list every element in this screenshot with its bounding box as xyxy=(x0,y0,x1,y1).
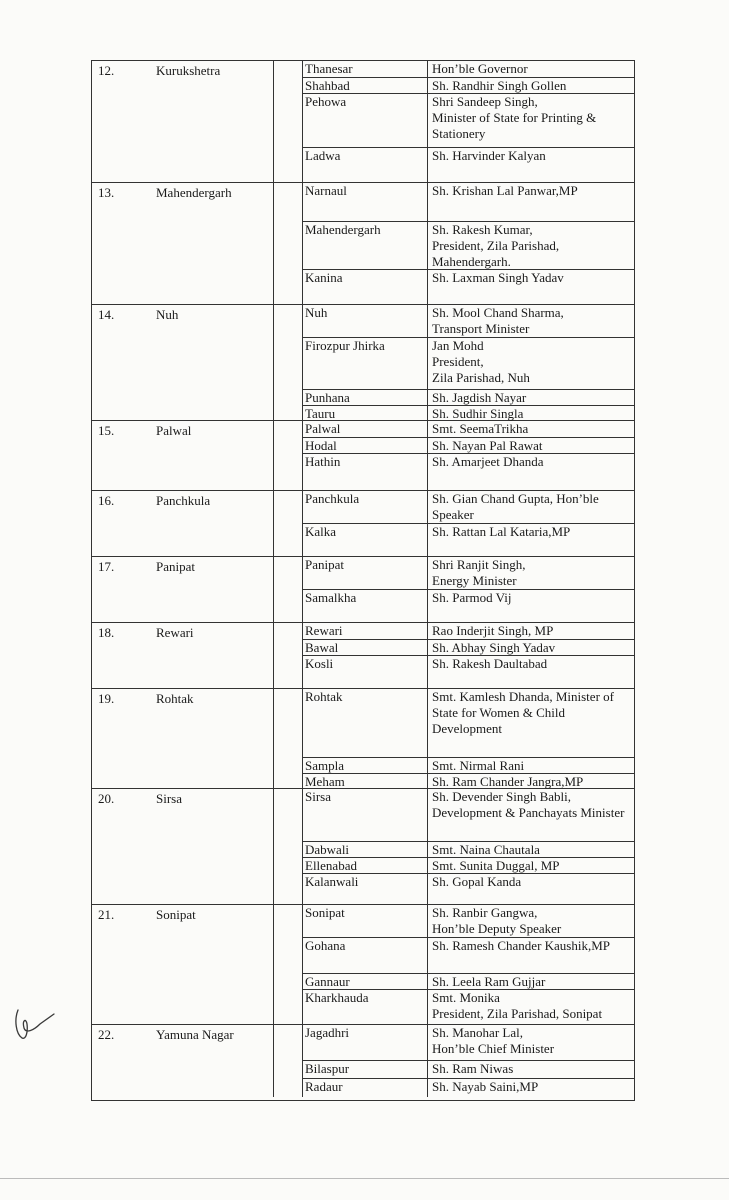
constituency-name: Punhana xyxy=(305,390,350,405)
district-row xyxy=(92,305,634,421)
chief-guest: Sh. Randhir Singh Gollen xyxy=(432,78,567,93)
constituency-row xyxy=(302,841,634,858)
constituency-row xyxy=(302,453,634,492)
constituency-name: Ladwa xyxy=(305,148,341,163)
constituency-row xyxy=(302,873,634,906)
chief-guest: Sh. Rakesh Kumar, President, Zila Parishad, Mahendergarh. xyxy=(432,222,560,269)
column-divider xyxy=(273,305,274,420)
district-table xyxy=(91,60,635,1101)
constituency-name: Hodal xyxy=(305,438,337,453)
handwritten-initial-mark xyxy=(10,1000,60,1045)
chief-guest: Sh. Devender Singh Babli, Development & Panchayats Minister xyxy=(432,789,625,820)
chief-guest: Sh. Nayab Saini,MP xyxy=(432,1079,539,1094)
constituency-name: Rewari xyxy=(305,623,343,638)
constituency-name: Mahendergarh xyxy=(305,222,381,237)
serial-number: 16. xyxy=(98,493,115,508)
constituency-row xyxy=(302,421,634,437)
chief-guest: Sh. Nayan Pal Rawat xyxy=(432,438,543,453)
constituency-name: Palwal xyxy=(305,421,341,436)
serial-number: 14. xyxy=(98,307,115,322)
constituency-row xyxy=(302,1025,634,1060)
constituency-name: Meham xyxy=(305,774,345,789)
constituency-name: Sonipat xyxy=(305,905,345,920)
constituency-name: Rohtak xyxy=(305,689,343,704)
constituency-row xyxy=(302,1060,634,1079)
constituency-row xyxy=(302,183,634,221)
district-name: Sonipat xyxy=(156,907,196,922)
constituency-row xyxy=(302,77,634,94)
constituency-row xyxy=(302,523,634,558)
chief-guest: Rao Inderjit Singh, MP xyxy=(432,623,554,638)
constituency-row xyxy=(302,93,634,148)
chief-guest: Sh. Mool Chand Sharma, Transport Minister xyxy=(432,305,564,336)
district-name: Palwal xyxy=(156,423,192,438)
chief-guest: Sh. Ramesh Chander Kaushik,MP xyxy=(432,938,611,953)
constituency-row xyxy=(302,973,634,990)
constituency-row xyxy=(302,269,634,306)
chief-guest: Smt. Sunita Duggal, MP xyxy=(432,858,560,873)
constituency-row xyxy=(302,937,634,974)
constituency-name: Bawal xyxy=(305,640,339,655)
constituency-name: Kharkhauda xyxy=(305,990,369,1005)
column-divider xyxy=(273,61,274,182)
constituency-name: Jagadhri xyxy=(305,1025,350,1040)
constituency-row xyxy=(302,789,634,841)
chief-guest: Sh. Leela Ram Gujjar xyxy=(432,974,546,989)
chief-guest: Shri Sandeep Singh, Minister of State for Printing & Stationery xyxy=(432,94,597,141)
constituency-name: Dabwali xyxy=(305,842,350,857)
constituency-name: Shahbad xyxy=(305,78,350,93)
chief-guest: Sh. Ram Niwas xyxy=(432,1061,514,1076)
column-divider xyxy=(273,1025,274,1097)
constituency-row xyxy=(302,989,634,1026)
constituency-name: Firozpur Jhirka xyxy=(305,338,385,353)
chief-guest: Sh. Parmod Vij xyxy=(432,590,512,605)
district-name: Panipat xyxy=(156,559,195,574)
constituency-name: Thanesar xyxy=(305,61,353,76)
chief-guest: Sh. Sudhir Singla xyxy=(432,406,524,421)
district-row xyxy=(92,183,634,305)
serial-number: 21. xyxy=(98,907,115,922)
column-divider xyxy=(273,905,274,1024)
constituency-row xyxy=(302,221,634,270)
constituency-name: Kosli xyxy=(305,656,334,671)
chief-guest: Sh. Harvinder Kalyan xyxy=(432,148,546,163)
chief-guest: Smt. Naina Chautala xyxy=(432,842,540,857)
chief-guest: Sh. Gopal Kanda xyxy=(432,874,522,889)
chief-guest: Sh. Ram Chander Jangra,MP xyxy=(432,774,584,789)
constituency-row xyxy=(302,305,634,337)
constituency-row xyxy=(302,655,634,690)
constituency-row xyxy=(302,405,634,422)
chief-guest: Sh. Manohar Lal, Hon’ble Chief Minister xyxy=(432,1025,555,1056)
column-divider xyxy=(273,421,274,490)
district-row xyxy=(92,905,634,1025)
constituency-row xyxy=(302,689,634,757)
district-name: Mahendergarh xyxy=(156,185,232,200)
constituency-row xyxy=(302,557,634,589)
column-divider xyxy=(273,183,274,304)
chief-guest: Smt. Kamlesh Dhanda, Minister of State for Women & Child Development xyxy=(432,689,614,736)
serial-number: 12. xyxy=(98,63,115,78)
chief-guest: Smt. Monika President, Zila Parishad, Sonipat xyxy=(432,990,603,1021)
constituency-name: Gohana xyxy=(305,938,346,953)
constituency-name: Narnaul xyxy=(305,183,347,198)
serial-number: 22. xyxy=(98,1027,115,1042)
column-divider xyxy=(273,491,274,556)
constituency-name: Kalanwali xyxy=(305,874,359,889)
chief-guest: Sh. Laxman Singh Yadav xyxy=(432,270,564,285)
chief-guest: Sh. Abhay Singh Yadav xyxy=(432,640,556,655)
column-divider xyxy=(273,689,274,788)
district-row xyxy=(92,789,634,905)
chief-guest: Jan Mohd President, Zila Parishad, Nuh xyxy=(432,338,530,385)
serial-number: 17. xyxy=(98,559,115,574)
chief-guest: Hon’ble Governor xyxy=(432,61,528,76)
serial-number: 15. xyxy=(98,423,115,438)
chief-guest: Sh. Gian Chand Gupta, Hon’ble Speaker xyxy=(432,491,599,522)
district-name: Yamuna Nagar xyxy=(156,1027,234,1042)
constituency-name: Hathin xyxy=(305,454,341,469)
constituency-row xyxy=(302,773,634,790)
constituency-name: Panipat xyxy=(305,557,344,572)
district-name: Sirsa xyxy=(156,791,182,806)
district-row xyxy=(92,61,634,183)
district-name: Nuh xyxy=(156,307,179,322)
chief-guest: Sh. Jagdish Nayar xyxy=(432,390,527,405)
district-row xyxy=(92,491,634,557)
district-row xyxy=(92,421,634,491)
district-row xyxy=(92,689,634,789)
district-name: Panchkula xyxy=(156,493,211,508)
constituency-row xyxy=(302,905,634,937)
constituency-row xyxy=(302,1078,634,1099)
page-bottom-rule xyxy=(0,1178,729,1179)
serial-number: 20. xyxy=(98,791,115,806)
constituency-row xyxy=(302,639,634,656)
district-name: Kurukshetra xyxy=(156,63,221,78)
constituency-row xyxy=(302,589,634,624)
constituency-row xyxy=(302,757,634,774)
constituency-name: Nuh xyxy=(305,305,328,320)
constituency-row xyxy=(302,437,634,454)
constituency-name: Pehowa xyxy=(305,94,347,109)
constituency-name: Bilaspur xyxy=(305,1061,350,1076)
chief-guest: Shri Ranjit Singh, Energy Minister xyxy=(432,557,526,588)
constituency-name: Radaur xyxy=(305,1079,343,1094)
constituency-name: Kalka xyxy=(305,524,337,539)
column-divider xyxy=(273,623,274,688)
constituency-name: Sirsa xyxy=(305,789,331,804)
chief-guest: Sh. Amarjeet Dhanda xyxy=(432,454,544,469)
constituency-name: Panchkula xyxy=(305,491,360,506)
district-name: Rewari xyxy=(156,625,194,640)
constituency-row xyxy=(302,623,634,639)
constituency-name: Gannaur xyxy=(305,974,350,989)
district-name: Rohtak xyxy=(156,691,194,706)
district-row xyxy=(92,1025,634,1097)
chief-guest: Smt. SeemaTrikha xyxy=(432,421,529,436)
chief-guest: Sh. Krishan Lal Panwar,MP xyxy=(432,183,578,198)
constituency-row xyxy=(302,389,634,406)
district-row xyxy=(92,623,634,689)
chief-guest: Sh. Rakesh Daultabad xyxy=(432,656,548,671)
constituency-name: Ellenabad xyxy=(305,858,357,873)
chief-guest: Sh. Rattan Lal Kataria,MP xyxy=(432,524,571,539)
chief-guest: Smt. Nirmal Rani xyxy=(432,758,525,773)
serial-number: 18. xyxy=(98,625,115,640)
column-divider xyxy=(273,789,274,904)
constituency-row xyxy=(302,491,634,523)
column-divider xyxy=(273,557,274,622)
constituency-row xyxy=(302,147,634,184)
district-row xyxy=(92,557,634,623)
constituency-row xyxy=(302,61,634,77)
constituency-row xyxy=(302,337,634,390)
constituency-row xyxy=(302,857,634,874)
chief-guest: Sh. Ranbir Gangwa, Hon’ble Deputy Speaker xyxy=(432,905,562,936)
constituency-name: Kanina xyxy=(305,270,343,285)
serial-number: 19. xyxy=(98,691,115,706)
constituency-name: Tauru xyxy=(305,406,336,421)
constituency-name: Samalkha xyxy=(305,590,357,605)
constituency-name: Sampla xyxy=(305,758,344,773)
serial-number: 13. xyxy=(98,185,115,200)
